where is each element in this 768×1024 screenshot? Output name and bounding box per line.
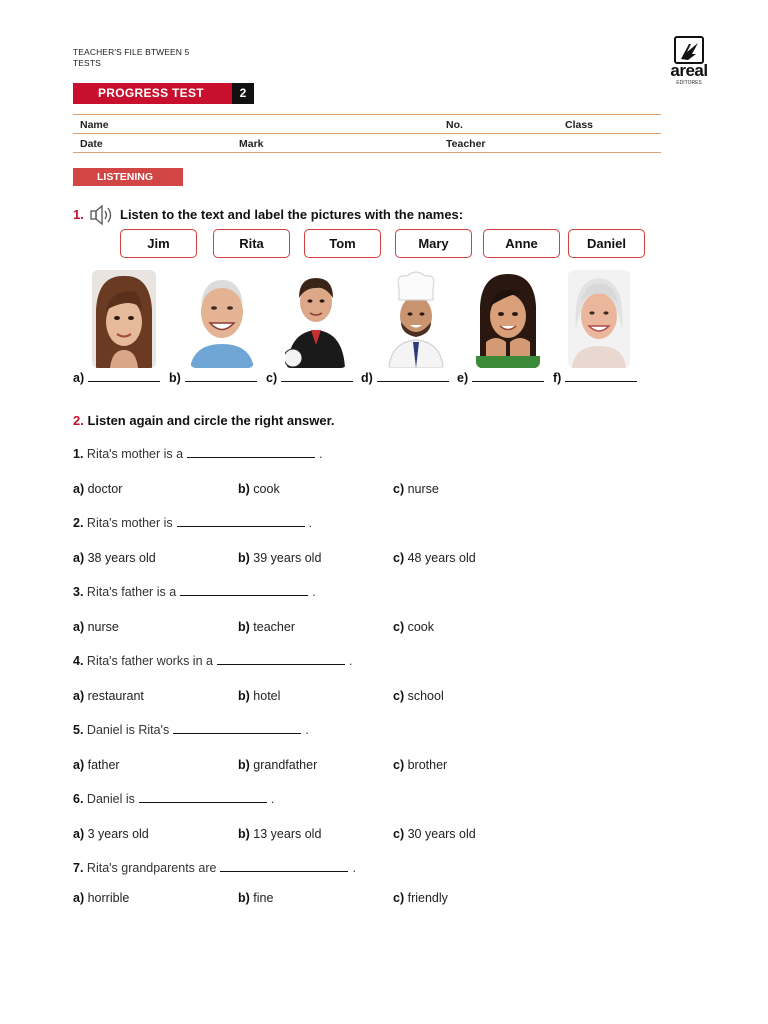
q2-item-5-option-a[interactable]: a) father — [73, 758, 120, 772]
teachers-file-label — [73, 47, 189, 69]
q1-number: 1. — [73, 207, 84, 222]
file-line-2: TESTS — [73, 58, 101, 68]
q2-item-5-option-c[interactable]: c) brother — [393, 758, 448, 772]
teacher-field-label: Teacher — [446, 138, 486, 150]
answer-f[interactable]: f) — [553, 371, 637, 385]
q2-item-2: 2. Rita's mother is . — [73, 516, 313, 530]
q2-item-2-option-b[interactable]: b) 39 years old — [238, 551, 322, 565]
blank-line[interactable] — [217, 654, 345, 665]
q2-item-4-option-b[interactable]: b) hotel — [238, 689, 281, 703]
question-1-number — [73, 207, 84, 222]
q2-item-3-option-c[interactable]: c) cook — [393, 620, 435, 634]
photo-f-old-woman — [568, 270, 630, 368]
answer-c[interactable]: c) — [266, 371, 353, 385]
areal-logo — [660, 34, 718, 86]
blank-line[interactable] — [187, 447, 315, 458]
q2-item-4-option-c[interactable]: c) school — [393, 689, 444, 703]
name-field-label: Name — [80, 119, 109, 131]
q2-item-2-option-a[interactable]: a) 38 years old — [73, 551, 156, 565]
blank-line[interactable] — [173, 723, 301, 734]
q2-item-7-option-a[interactable]: a) horrible — [73, 891, 130, 905]
q2-item-1-option-b[interactable]: b) cook — [238, 482, 280, 496]
number-field-label: No. — [446, 119, 463, 131]
photo-d-chef — [385, 270, 447, 368]
question-1-title: Listen to the text and label the pictures with the names: — [120, 207, 464, 222]
speaker-icon[interactable] — [90, 204, 116, 226]
q2-item-4-option-a[interactable]: a) restaurant — [73, 689, 144, 703]
logo-wordmark: areal — [670, 61, 708, 80]
answer-a[interactable]: a) — [73, 371, 160, 385]
progress-test-number: 2 — [232, 83, 254, 104]
name-box-jim: Jim — [120, 229, 197, 258]
photo-a-young-woman — [92, 270, 156, 368]
info-row-2 — [73, 133, 661, 153]
q2-item-2-option-c[interactable]: c) 48 years old — [393, 551, 476, 565]
blank-line[interactable] — [177, 516, 305, 527]
file-line-1: TEACHER'S FILE BTWEEN 5 — [73, 47, 190, 57]
info-row-1 — [73, 114, 661, 134]
name-box-anne: Anne — [483, 229, 560, 258]
q2-item-3-option-a[interactable]: a) nurse — [73, 620, 119, 634]
answer-e[interactable]: e) — [457, 371, 544, 385]
q2-number: 2. — [73, 413, 84, 428]
q2-item-5-option-b[interactable]: b) grandfather — [238, 758, 318, 772]
photo-e-girl — [476, 270, 540, 368]
q2-item-4: 4. Rita's father works in a . — [73, 654, 353, 668]
q2-item-6-option-c[interactable]: c) 30 years old — [393, 827, 476, 841]
q2-item-1: 1. Rita's mother is a . — [73, 447, 323, 461]
q2-item-6-option-a[interactable]: a) 3 years old — [73, 827, 149, 841]
question-2-title — [73, 413, 335, 428]
q2-title-text: Listen again and circle the right answer. — [87, 413, 335, 428]
blank-line[interactable] — [220, 861, 348, 872]
date-field-label: Date — [80, 138, 103, 150]
photo-c-boy — [285, 270, 347, 368]
q2-item-7-option-c[interactable]: c) friendly — [393, 891, 448, 905]
q2-item-3: 3. Rita's father is a . — [73, 585, 316, 599]
class-field-label: Class — [565, 119, 594, 131]
name-box-tom: Tom — [304, 229, 381, 258]
answer-d[interactable]: d) — [361, 371, 449, 385]
q2-item-6: 6. Daniel is . — [73, 792, 275, 806]
q2-item-6-option-b[interactable]: b) 13 years old — [238, 827, 322, 841]
areal-logo-icon — [674, 36, 704, 64]
name-box-mary: Mary — [395, 229, 472, 258]
name-box-daniel: Daniel — [568, 229, 645, 258]
blank-line[interactable] — [180, 585, 308, 596]
q2-item-5: 5. Daniel is Rita's . — [73, 723, 309, 737]
mark-field-label: Mark — [239, 138, 264, 150]
progress-test-label: PROGRESS TEST — [73, 83, 232, 104]
name-box-rita: Rita — [213, 229, 290, 258]
q2-item-1-option-a[interactable]: a) doctor — [73, 482, 123, 496]
answer-b[interactable]: b) — [169, 371, 257, 385]
blank-line[interactable] — [139, 792, 267, 803]
listening-section-tag: LISTENING — [73, 168, 183, 186]
logo-subtitle: EDITORES — [676, 80, 702, 86]
q2-item-7: 7. Rita's grandparents are . — [73, 861, 356, 875]
q2-item-1-option-c[interactable]: c) nurse — [393, 482, 439, 496]
q2-item-7-option-b[interactable]: b) fine — [238, 891, 274, 905]
q2-item-3-option-b[interactable]: b) teacher — [238, 620, 295, 634]
photo-b-old-man — [190, 270, 254, 368]
